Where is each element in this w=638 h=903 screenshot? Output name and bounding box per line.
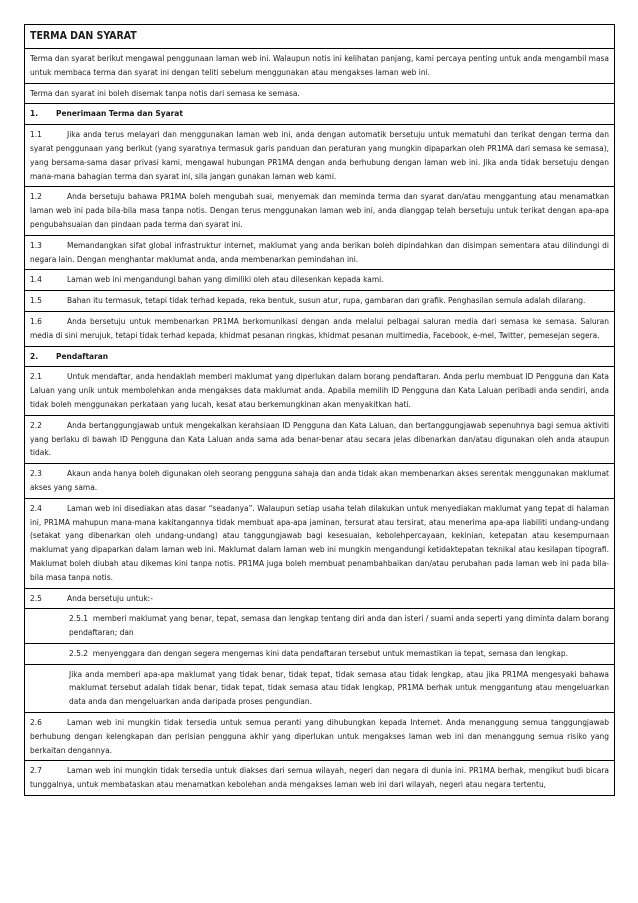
clause-text: Laman web ini mengandungi bahan yang dimiliki oleh atau dilesenkan kepada kami. [67,274,384,285]
clause-text: memberi maklumat yang benar, tepat, semasa dan lengkap tentang diri anda dan isteri / suami anda seperti yang diminta dalam borang pendaftaran; dan [69,613,610,638]
clause-number: 2.5 [30,592,42,603]
clause-2-1 [25,367,614,415]
clause-2-5-1 [25,609,614,644]
clause-text: Laman web ini disediakan atas dasar “seadanya”. Walaupun setiap usaha telah dilakukan untuk menyediakan maklumat yang tepat di halaman ini, PR1MA mahupun mana-mana kakitangannya tidak membuat apa-apa jaminan, tersurat atau tersirat, atau menerima apa-apa liabiliti undang-undang (setakat yang dibenarkan oleh undang-undang) atau tanggungjawab bagi kesesuaian, kebolehpercayaan, kekinian, ketepatan atau kesempurnaan maklumat yang dipaparkan dalam laman web ini. Maklumat dalam laman web ini mungkin mengandungi ketidaktepatan teknikal atau kesilapan tipografi. Maklumat boleh diubah atau dikemas kini tanpa notis. PR1MA juga boleh membuat penambahbaikan dan/atau perubahan pada laman web ini pada bila-bila masa tanpa notis. [30,502,609,582]
clause-number: 2.3 [30,468,42,479]
clause-number: 1.3 [30,239,42,250]
clause-number: 1.2 [30,191,42,202]
clause-text: Anda bersetuju untuk membenarkan PR1MA berkomunikasi dengan anda melalui pelbagai saluran media dari semasa ke semasa. Saluran media di sini merujuk, tetapi tidak terhad kepada, khidmat pesanan ringkas, khidmat pesanan multimedia, Facebook, e-mel, Twitter, pemesejan segera. [30,315,609,340]
clause-1-3 [25,236,614,271]
clause-text: Anda bersetuju untuk:- [67,592,153,603]
section-title: Penerimaan Terma dan Syarat [56,108,183,119]
clause-number: 1.5 [30,295,42,306]
clause-2-3 [25,464,614,499]
clause-number: 2.6 [30,717,42,728]
clause-2-5-2 [25,644,614,665]
clause-1-1 [25,125,614,187]
clause-2-5-note [25,665,614,713]
clause-text: Jika anda memberi apa-apa maklumat yang tidak benar, tidak tepat, tidak semasa atau tidak lengkap, atau jika PR1MA mengesyaki bahawa maklumat tersebut adalah tidak benar, tidak tepat, tidak semasa atau tidak lengkap, PR1MA berhak untuk menggantung atau mengeluarkan data anda dan mengeluarkan anda daripada proses pengundian. [69,668,609,707]
intro-paragraph: Terma dan syarat berikut mengawal penggunaan laman web ini. Walaupun notis ini kelihatan panjang, kami percaya penting untuk anda mengambil masa untuk membaca terma dan syarat ini dengan teliti sebelum menggunakan atau mengakses laman web ini. [25,49,614,84]
clause-text: Bahan itu termasuk, tetapi tidak terhad kepada, reka bentuk, susun atur, rupa, gambaran dan grafik. Penghasilan semula adalah dilarang. [67,295,586,306]
clause-text: Memandangkan sifat global infrastruktur internet, maklumat yang anda berikan boleh dipindahkan dan disimpan sementara atau dilindungi di negara lain. Dengan menghantar maklumat anda, anda membenarkan pemindahan ini. [30,239,609,264]
clause-1-4 [25,270,614,291]
clause-number: 2.5.2 [69,647,88,658]
intro-revision-note: Terma dan syarat ini boleh disemak tanpa notis dari semasa ke semasa. [25,84,614,105]
clause-2-5 [25,589,614,610]
clause-text: Akaun anda hanya boleh digunakan oleh seorang pengguna sahaja dan anda tidak akan membenarkan akses serentak menggunakan maklumat akses yang sama. [30,468,609,492]
clause-text: Laman web ini mungkin tidak tersedia untuk diakses dari semua wilayah, negeri dan negara di dunia ini. PR1MA berhak, mengikut budi bicara tunggalnya, untuk membataskan atau menamatkan kebolehan anda mengakses laman web ini dari wilayah, negeri atau negara tertentu, [30,765,609,790]
clause-2-2 [25,416,614,464]
section-1-heading [25,104,614,125]
clause-number: 1.4 [30,274,42,285]
clause-2-7 [25,761,614,795]
section-number: 1. [30,108,39,119]
clause-1-5 [25,291,614,312]
clause-2-6 [25,713,614,761]
page-title: TERMA DAN SYARAT [25,25,614,49]
clause-number: 2.2 [30,419,42,430]
clause-2-4 [25,499,614,589]
clause-text: Anda bersetuju bahawa PR1MA boleh mengubah suai, menyemak dan meminda terma dan syarat dan/atau menggantung atau menamatkan laman web ini pada bila-bila masa tanpa notis. Dengan terus menggunakan laman web ini, anda dianggap telah bersetuju untuk terikat dengan apa-apa pengubahsuaian dan pindaan pada terma dan syarat ini. [30,191,609,229]
clause-text: menyenggara dan dengan segera mengemas kini data pendaftaran tersebut untuk memastikan ia tepat, semasa dan lengkap. [92,647,568,658]
section-title: Pendaftaran [56,350,109,361]
clause-number: 2.7 [30,765,42,776]
clause-number: 2.5.1 [69,613,88,624]
section-number: 2. [30,350,39,361]
clause-text: Laman web ini mungkin tidak tersedia untuk semua peranti yang dihubungkan kepada Internet. Anda menanggung semua tanggungjawab berhubung dengan kelengkapan dan perisian pengguna akhir yang diperlukan untuk mengakses laman web ini dan menanggung semua risiko yang berkaitan dengannya. [30,717,609,755]
clause-number: 1.6 [30,315,42,326]
clause-text: Anda bertanggungjawab untuk mengekalkan kerahsiaan ID Pengguna dan Kata Laluan, dan bertanggungjawab sepenuhnya bagi semua aktiviti yang berlaku di bawah ID Pengguna dan Kata Laluan anda sama ada benar-benar atau secara jelas dibenarkan dan/atau digunakan oleh anda ataupun tidak. [30,419,609,458]
clause-text: Untuk mendaftar, anda hendaklah memberi maklumat yang diperlukan dalam borang pendaftaran. Anda perlu membuat ID Pengguna dan Kata Laluan yang unik untuk membolehkan anda mengakses data maklumat anda. Apabila memilih ID Pengguna dan Kata Laluan peribadi anda sendiri, anda tidak boleh menggunakan perkataan yang lucah, kesat atau berkemungkinan akan menyakitkan hati. [30,371,609,409]
clause-number: 2.4 [30,502,42,513]
clause-number: 2.1 [30,371,42,382]
clause-number: 1.1 [30,129,42,140]
section-2-heading [25,347,614,368]
terms-document [24,24,615,796]
clause-text: Jika anda terus melayari dan menggunakan laman web ini, anda dengan automatik bersetuju untuk mematuhi dan terikat dengan terma dan syarat penggunaan yang berikut (yang syaratnya termasuk garis panduan dan peraturan yang mungkin dipaparkan oleh PR1MA dari semasa ke semasa), yang bersama-sama dasar privasi kami, mengawal hubungan PR1MA dengan anda berhubung dengan laman web ini. Jika anda tidak bersetuju dengan mana-mana bahagian terma dan syarat ini, sila jangan gunakan laman web kami. [30,129,609,181]
clause-1-6 [25,312,614,347]
clause-1-2 [25,187,614,235]
